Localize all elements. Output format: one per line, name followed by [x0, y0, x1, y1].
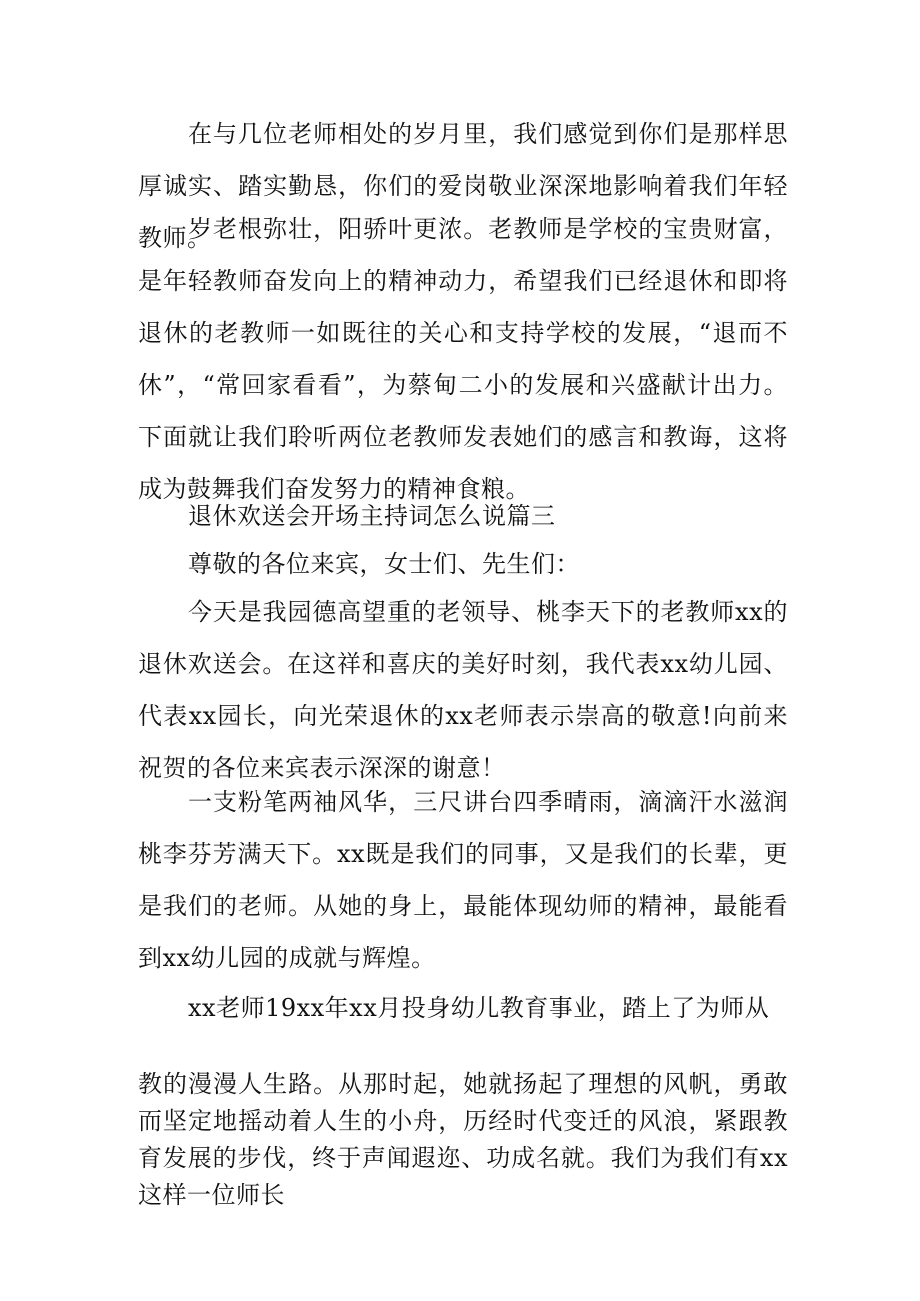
paragraph-farewell-opening: 今天是我园德高望重的老领导、桃李天下的老教师xx的退休欢送会。在这祥和喜庆的美好时刻，我代表xx幼儿园、代表xx园长，向光荣退休的xx老师表示崇高的敬意!向前来祝贺的各位来宾表示深深的谢意！: [138, 598, 788, 782]
paragraph-teachers-years: 在与几位老师相处的岁月里，我们感觉到你们是那样思厚诚实、踏实勤恳，你们的爱岗敬业深深地影响着我们年轻教师。: [138, 120, 788, 252]
section-heading: 退休欢送会开场主持词怎么说篇三: [188, 502, 556, 530]
paragraph-old-teachers: 岁老根弥壮，阳骄叶更浓。老教师是学校的宝贵财富，是年轻教师奋发向上的精神动力，希望我们已经退休和即将退休的老教师一如既往的关心和支持学校的发展，“退而不休”，“常回家看看”，为蔡甸二小的发展和兴盛献计出力。下面就让我们聆听两位老教师发表她们的感言和教诲，这将成为鼓舞我们奋发努力的精神食粮。: [138, 215, 788, 503]
paragraph-career-start: xx老师19xx年xx月投身幼儿教育事业，踏上了为师从: [188, 994, 770, 1022]
paragraph-career-continued: 教的漫漫人生路。从那时起，她就扬起了理想的风帆，勇敢而坚定地摇动着人生的小舟，历经时代变迁的风浪，紧跟教育发展的步伐，终于声闻遐迩、功成名就。我们为我们有xx这样一位师长: [138, 1070, 788, 1209]
paragraph-chalk-tribute: 一支粉笔两袖风华，三尺讲台四季晴雨，滴滴汗水滋润桃李芬芳满天下。xx既是我们的同事，又是我们的长辈，更是我们的老师。从她的身上，最能体现幼师的精神，最能看到xx幼儿园的成就与辉煌。: [138, 788, 788, 972]
salutation: 尊敬的各位来宾，女士们、先生们：: [188, 550, 580, 578]
